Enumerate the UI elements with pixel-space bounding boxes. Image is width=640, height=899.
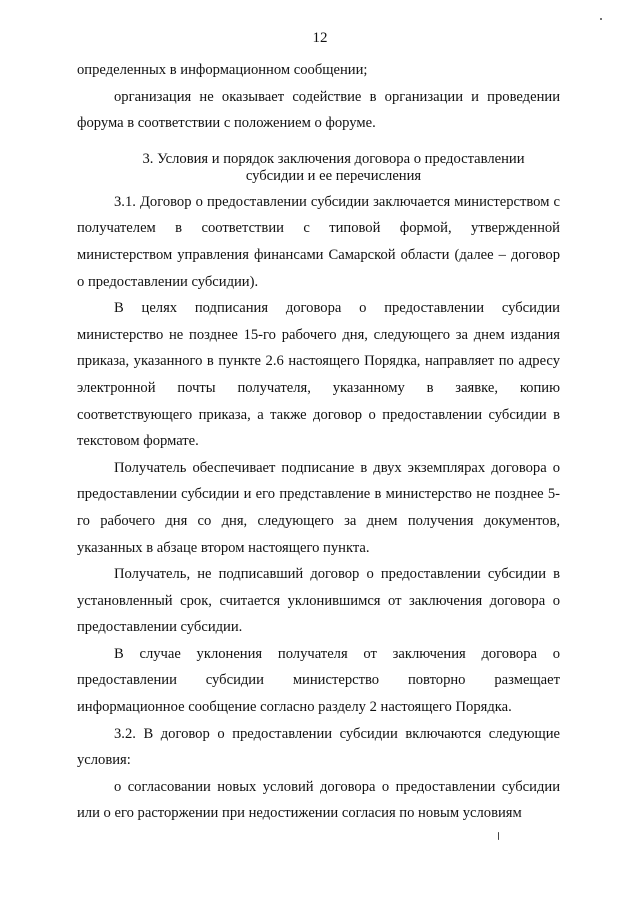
- scan-speck: [498, 832, 499, 840]
- paragraph: 3.2. В договор о предоставлении субсидии включаются следующие условия:: [77, 725, 560, 769]
- paragraph: В случае уклонения получателя от заключения договора о предоставлении субсидии министерство повторно размещает информационное сообщение согласно разделу 2 настоящего Порядка.: [77, 645, 560, 716]
- section-heading: 3. Условия и порядок заключения договора о предоставлении субсидии и ее перечисления: [142, 150, 525, 184]
- page-number: 12: [312, 30, 328, 46]
- paragraph: 3.1. Договор о предоставлении субсидии заключается министерством с получателем в соответствии с типовой формой, утвержденной министерством управления финансами Самарской области (далее – договор о предоставлении субсидии).: [77, 193, 560, 290]
- document-body: [77, 57, 560, 827]
- scan-speck: [600, 18, 602, 20]
- paragraph-continuation: определенных в информационном сообщении;: [77, 62, 368, 78]
- paragraph: Получатель обеспечивает подписание в двух экземплярах договора о предоставлении субсидии и его представление в министерство не позднее 5-го рабочего дня со дня, следующего за днем получения документов, указанных в абзаце втором настоящего пункта.: [77, 459, 560, 556]
- paragraph: о согласовании новых условий договора о предоставлении субсидии или о его расторжении при недостижении согласия по новым условиям: [77, 778, 560, 822]
- paragraph: организация не оказывает содействие в организации и проведении форума в соответствии с положением о форуме.: [77, 88, 560, 132]
- paragraph: В целях подписания договора о предоставлении субсидии министерство не позднее 15-го рабочего дня, следующего за днем издания приказа, указанного в пункте 2.6 настоящего Порядка, направляет по адресу электронной почты получателя, указанному в заявке, копию соответствующего приказа, а также договор о предоставлении субсидии в текстовом формате.: [77, 300, 560, 450]
- paragraph: Получатель, не подписавший договор о предоставлении субсидии в установленный срок, считается уклонившимся от заключения договора о предоставлении субсидии.: [77, 566, 560, 636]
